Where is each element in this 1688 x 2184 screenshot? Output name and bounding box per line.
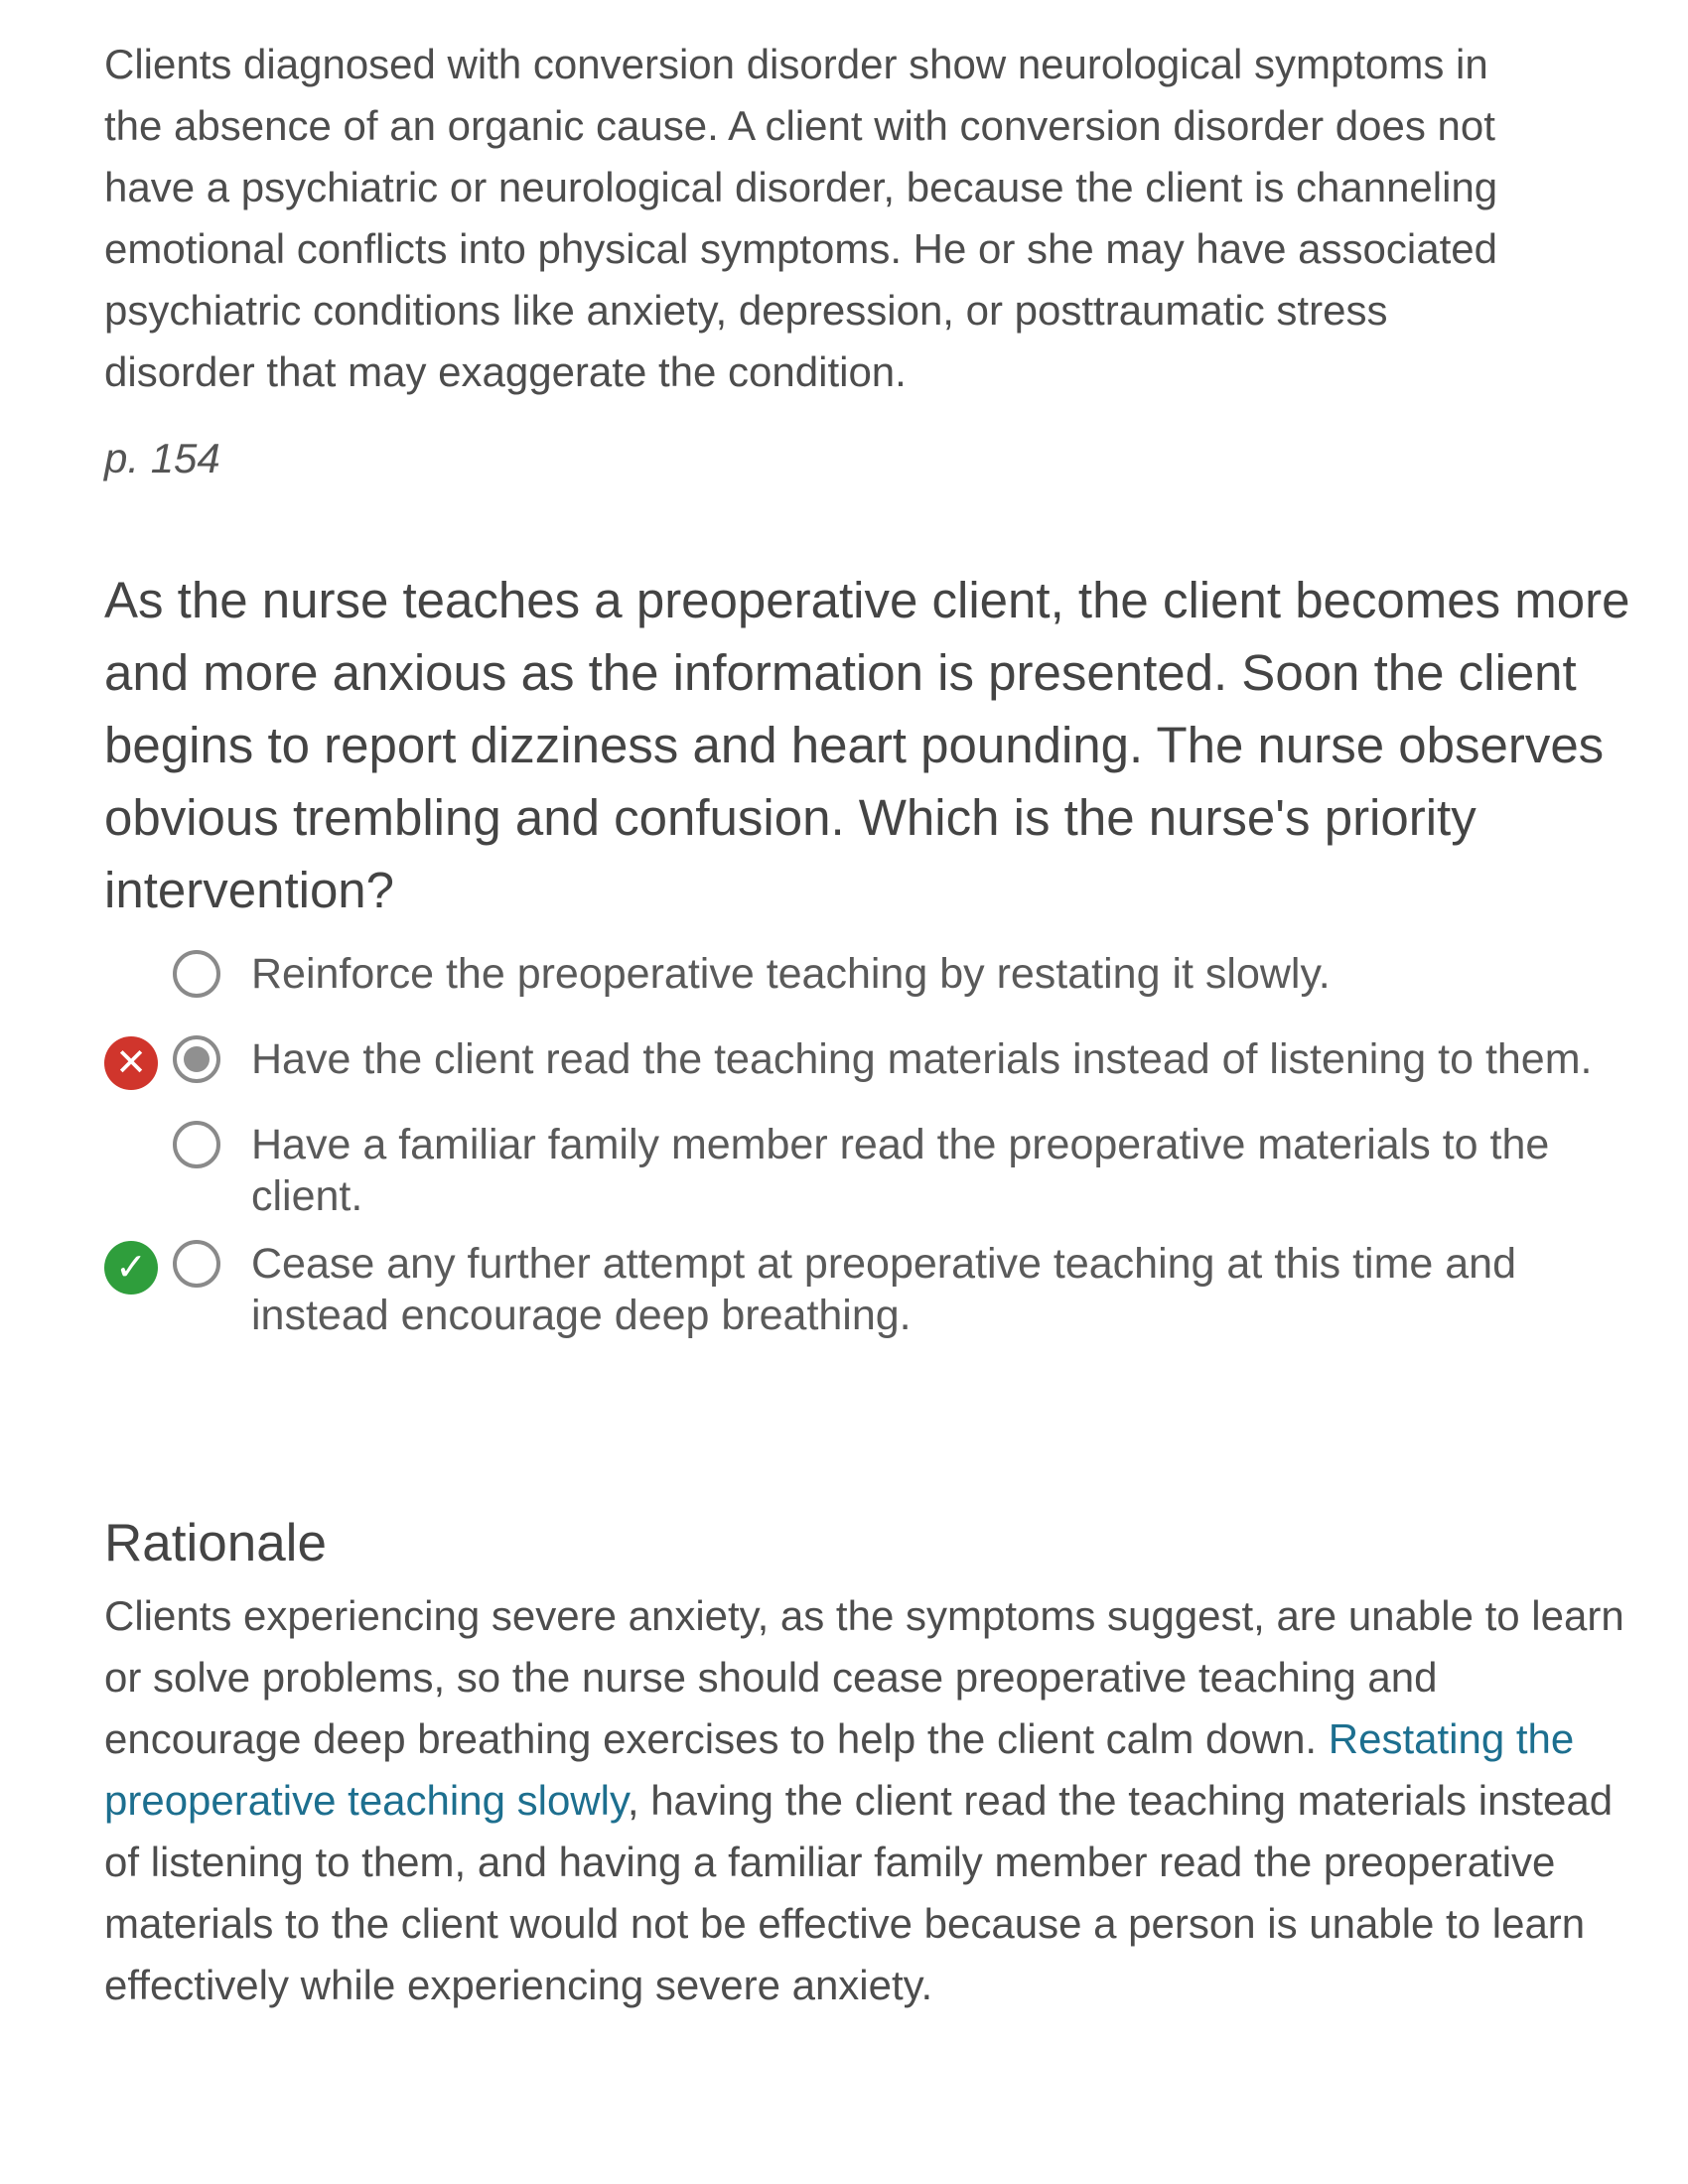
page-reference: p. 154 xyxy=(104,435,220,481)
answer-option-label[interactable]: Cease any further attempt at preoperative teaching at this time and instead encourage deep breathing. xyxy=(251,1240,1517,1339)
check-mark-icon: ✓ xyxy=(104,1241,158,1295)
answer-option-1[interactable] xyxy=(104,948,1633,1018)
radio-button[interactable] xyxy=(173,1121,220,1168)
radio-button-selected[interactable] xyxy=(173,1035,220,1083)
question-text: As the nurse teaches a preoperative client, the client becomes more and more anxious as the information is presented. Soon the client begins to report dizziness and heart pounding. The nurse observes obvious trembling and confusion. Which is the nurse's priority intervention? xyxy=(104,572,1630,918)
answer-option-2[interactable] xyxy=(104,1033,1633,1103)
radio-button[interactable] xyxy=(173,1240,220,1288)
rationale-text-part: Clients experiencing severe anxiety, as the symptoms suggest, are unable to learn or solve problems, so the nurse should cease preoperative teaching and encourage deep breathing exercises to help the client calm down. xyxy=(104,1592,1624,1762)
answer-option-label[interactable]: Reinforce the preoperative teaching by restating it slowly. xyxy=(251,950,1331,998)
answer-option-3[interactable] xyxy=(104,1119,1633,1222)
previous-rationale-text: Clients diagnosed with conversion disorder show neurological symptoms in the absence of an organic cause. A client with conversion disorder does not have a psychiatric or neurological disorder, because the client is channeling emotional conflicts into physical symptoms. He or she may have associated psychiatric conditions like anxiety, depression, or posttraumatic stress disorder that may exaggerate the condition. xyxy=(104,41,1498,395)
answer-option-4[interactable] xyxy=(104,1238,1633,1341)
rationale-text xyxy=(104,1585,1633,2016)
rationale-heading: Rationale xyxy=(104,1514,327,1572)
radio-selected-dot xyxy=(184,1046,210,1072)
x-mark-icon: ✕ xyxy=(104,1036,158,1090)
answer-options xyxy=(104,948,1633,1357)
rationale-text-part: , having the client read the teaching materials instead of listening to them, and having a familiar family member read the preoperative materials to the client would not be effective because a person is unable to learn effectively while experiencing severe anxiety. xyxy=(104,1777,1614,2008)
answer-option-label[interactable]: Have a familiar family member read the preoperative materials to the client. xyxy=(251,1121,1550,1220)
radio-button[interactable] xyxy=(173,950,220,998)
rationale-link[interactable]: Restating the preoperative teaching slowly xyxy=(104,1715,1575,1824)
answer-option-label[interactable]: Have the client read the teaching materials instead of listening to them. xyxy=(251,1035,1593,1083)
